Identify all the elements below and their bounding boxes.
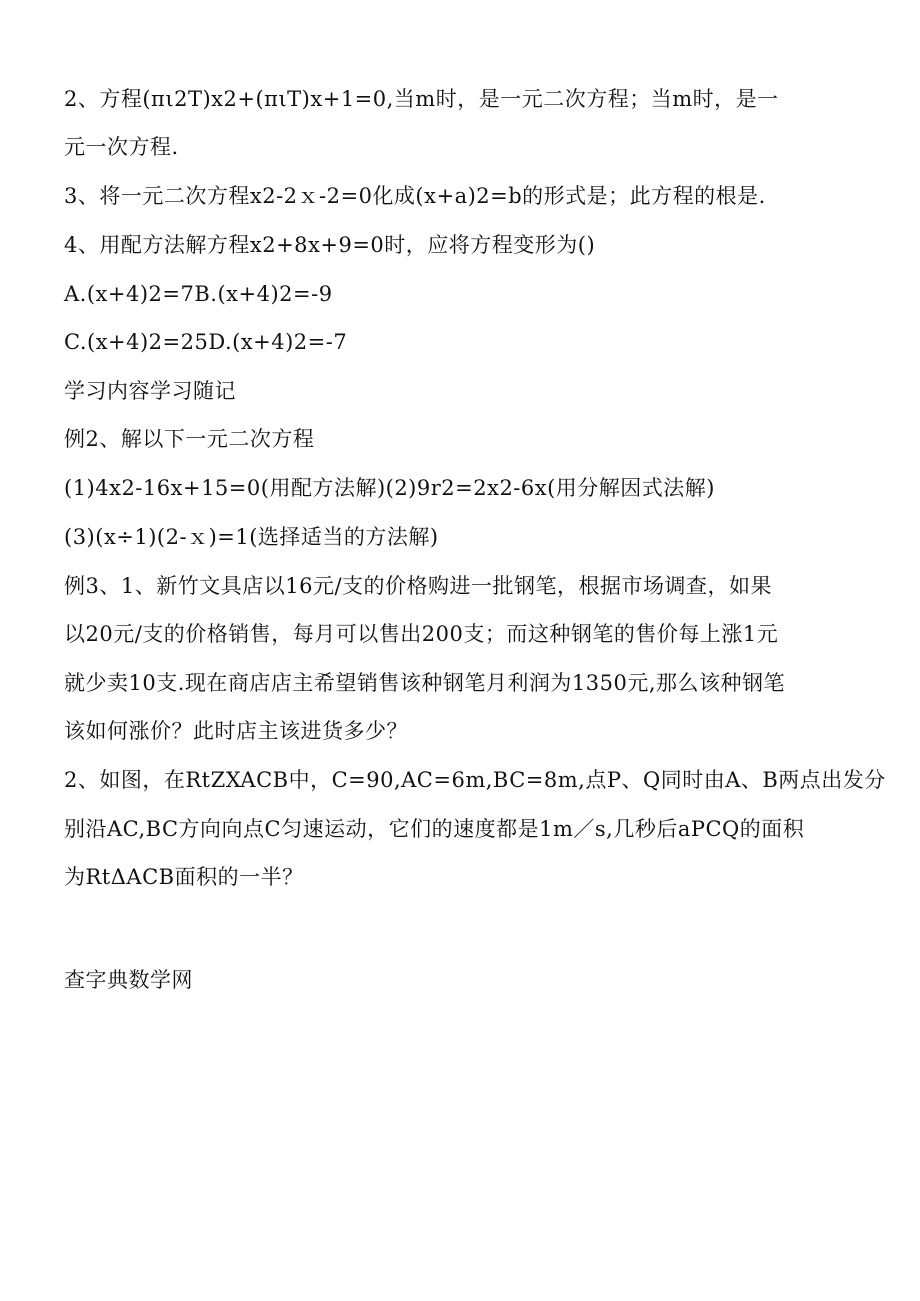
text-line-q4: 4、用配方法解方程x2+8x+9=0时，应将方程变形为() xyxy=(64,233,596,257)
text-line-section-heading: 学习内容学习随记 xyxy=(64,379,236,403)
text-line-example3-3: 就少卖10支.现在商店店主希望销售该种钢笔月利润为1350元,那么该种钢笔 xyxy=(64,671,786,695)
text-line-q4-options-ab: A.(x+4)2=7B.(x+4)2=-9 xyxy=(64,282,333,306)
text-line-problem2-1: 2、如图，在RtZXACB中，C=90,AC=6m,BC=8m,点P、Q同时由A、B两点出发分 xyxy=(64,768,886,792)
text-line-footer-source: 查字典数学网 xyxy=(64,968,193,992)
text-line-q4-options-cd: C.(x+4)2=25D.(x+4)2=-7 xyxy=(64,330,348,354)
text-line-example2-parts: (1)4x2-16x+15=0(用配方法解)(2)9r2=2x2-6x(用分解因式法解) xyxy=(64,476,715,500)
text-line-problem2-3: 为RtΔACB面积的一半？ xyxy=(64,865,304,889)
text-line-q2-part1: 2、方程(πι2T)x2+(πιT)x+1=0,当m时，是一元二次方程；当m时，是一 xyxy=(64,87,779,111)
text-line-q2-part2: 元一次方程. xyxy=(64,135,179,159)
text-line-example3-1: 例3、1、新竹文具店以16元/支的价格购进一批钢笔，根据市场调查，如果 xyxy=(64,574,773,598)
text-line-example3-2: 以20元/支的价格销售，每月可以售出200支；而这种钢笔的售价每上涨1元 xyxy=(64,622,779,646)
text-line-example2-part3: (3)(x÷1)(2-ｘ)=1(选择适当的方法解) xyxy=(64,525,439,549)
text-line-example3-4: 该如何涨价？此时店主该进货多少？ xyxy=(64,719,408,743)
text-line-problem2-2: 别沿AC,BC方向向点C匀速运动，它们的速度都是1m／s,几秒后aPCQ的面积 xyxy=(64,817,805,841)
text-line-example2-title: 例2、解以下一元二次方程 xyxy=(64,427,315,451)
text-line-q3: 3、将一元二次方程x2-2ｘ-2=0化成(x+a)2=b的形式是；此方程的根是. xyxy=(64,184,766,208)
